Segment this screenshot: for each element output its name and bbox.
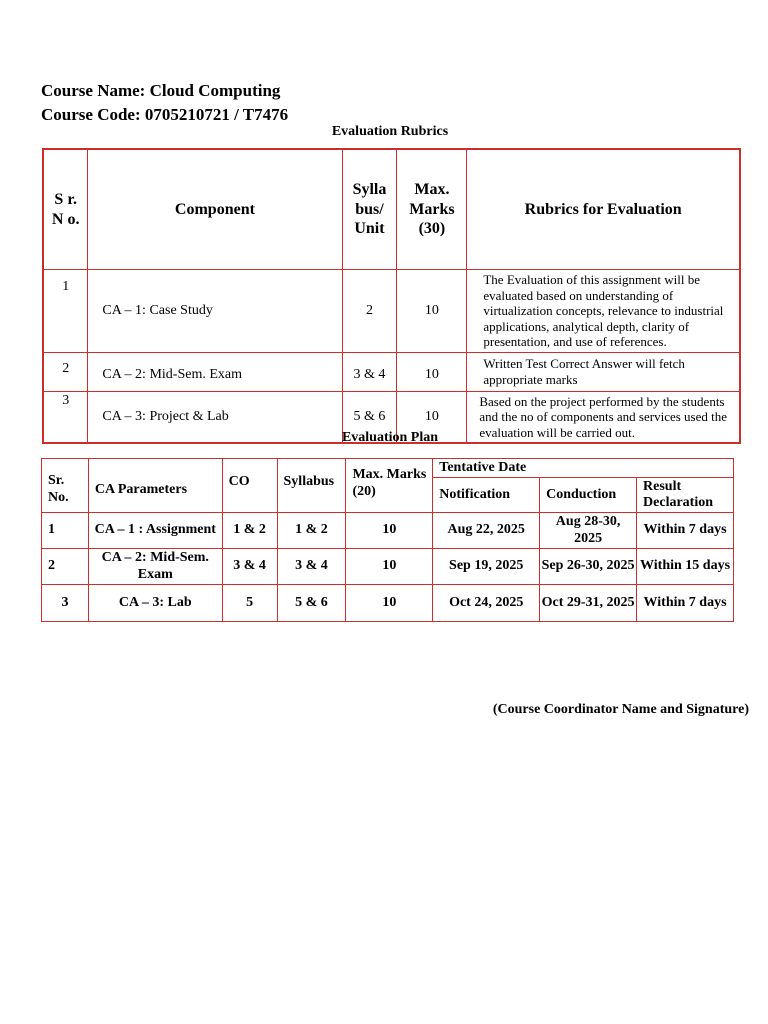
course-name: Course Name: Cloud Computing [41, 81, 281, 100]
rubrics-cell-marks: 10 [397, 352, 467, 391]
rubrics-cell-syllabus: 2 [342, 270, 397, 353]
plan-cell-sr: 2 [42, 549, 89, 585]
rubrics-cell-syllabus: 5 & 6 [342, 391, 397, 443]
rubrics-cell-sr: 1 [43, 270, 88, 353]
plan-cell-marks: 10 [346, 585, 433, 622]
rubrics-cell-marks: 10 [397, 270, 467, 353]
table-row [43, 270, 740, 353]
rubrics-cell-syllabus: 3 & 4 [342, 352, 397, 391]
plan-header-syllabus: Syllabus [277, 459, 346, 513]
rubrics-cell-marks: 10 [397, 391, 467, 443]
rubrics-header-row [43, 149, 740, 270]
rubrics-header-syllabus: Sylla bus/ Unit [342, 149, 397, 270]
plan-header-conduction: Conduction [540, 478, 637, 513]
table-row [43, 352, 740, 391]
plan-cell-marks: 10 [346, 549, 433, 585]
plan-header-result: Result Declaration [637, 478, 734, 513]
plan-header-row [42, 459, 734, 478]
plan-cell-param: CA – 1 : Assignment [88, 513, 222, 549]
rubrics-cell-component: CA – 3: Project & Lab [88, 391, 342, 443]
plan-header-co: CO [222, 459, 277, 513]
plan-cell-param: CA – 2: Mid-Sem. Exam [88, 549, 222, 585]
plan-cell-conduction: Aug 28-30, 2025 [540, 513, 637, 549]
plan-cell-co: 1 & 2 [222, 513, 277, 549]
plan-cell-syllabus: 1 & 2 [277, 513, 346, 549]
plan-cell-syllabus: 3 & 4 [277, 549, 346, 585]
table-row [42, 513, 734, 549]
rubrics-cell-sr: 2 [43, 352, 88, 391]
rubrics-header-srno: S r. N o. [43, 149, 88, 270]
plan-cell-marks: 10 [346, 513, 433, 549]
plan-cell-sr: 3 [42, 585, 89, 622]
plan-cell-notification: Oct 24, 2025 [433, 585, 540, 622]
plan-cell-syllabus: 5 & 6 [277, 585, 346, 622]
plan-cell-notification: Sep 19, 2025 [433, 549, 540, 585]
plan-cell-sr: 1 [42, 513, 89, 549]
plan-title: Evaluation Plan [341, 430, 439, 445]
plan-header-notification: Notification [433, 478, 540, 513]
rubrics-cell-rubric: The Evaluation of this assignment will be evaluated based on understanding of virtualization concepts, relevance to industrial applications, analytical depth, clarity of presentation, and use of references. [467, 270, 740, 353]
rubrics-cell-component: CA – 2: Mid-Sem. Exam [88, 352, 342, 391]
course-code: Course Code: 0705210721 / T7476 [41, 105, 289, 124]
table-row [42, 549, 734, 585]
plan-header-tentative: Tentative Date [433, 459, 734, 478]
rubrics-title: Evaluation Rubrics [331, 124, 449, 139]
rubrics-table [42, 148, 741, 444]
rubrics-header-component: Component [88, 149, 342, 270]
rubrics-header-max-marks: Max. Marks (30) [397, 149, 467, 270]
rubrics-cell-rubric: Based on the project performed by the students and the no of components and services used the evaluation will be carried out. [467, 391, 740, 443]
plan-cell-result: Within 7 days [637, 585, 734, 622]
plan-cell-conduction: Oct 29-31, 2025 [540, 585, 637, 622]
plan-table [41, 458, 734, 622]
rubrics-cell-rubric: Written Test Correct Answer will fetch appropriate marks [467, 352, 740, 391]
plan-cell-notification: Aug 22, 2025 [433, 513, 540, 549]
plan-cell-conduction: Sep 26-30, 2025 [540, 549, 637, 585]
rubrics-header-rubrics: Rubrics for Evaluation [467, 149, 740, 270]
plan-cell-param: CA – 3: Lab [88, 585, 222, 622]
plan-header-srno: Sr. No. [42, 459, 89, 513]
plan-header-max-marks: Max. Marks (20) [346, 459, 433, 513]
plan-cell-result: Within 15 days [637, 549, 734, 585]
plan-cell-co: 5 [222, 585, 277, 622]
coordinator-signature-label: (Course Coordinator Name and Signature) [492, 702, 749, 717]
plan-cell-result: Within 7 days [637, 513, 734, 549]
rubrics-cell-component: CA – 1: Case Study [88, 270, 342, 353]
plan-header-parameters: CA Parameters [88, 459, 222, 513]
plan-cell-co: 3 & 4 [222, 549, 277, 585]
table-row [42, 585, 734, 622]
rubrics-cell-sr: 3 [43, 391, 88, 443]
